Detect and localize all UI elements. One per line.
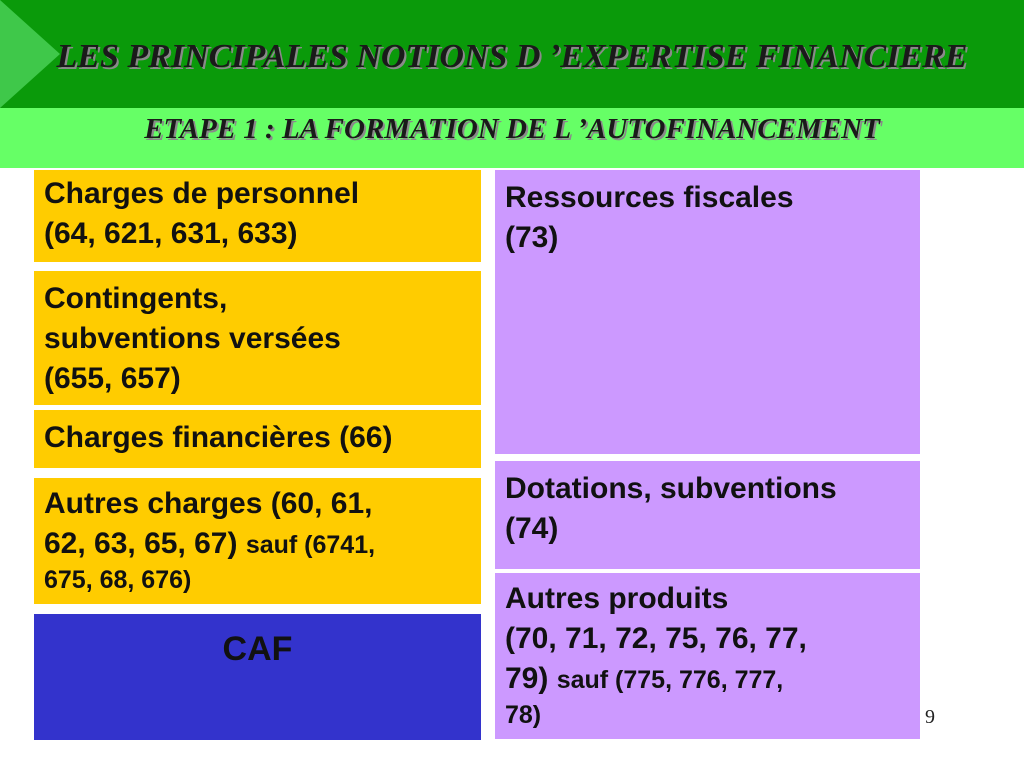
autres-produits-exclusions: 78) (505, 701, 542, 729)
charges-personnel-box (34, 170, 481, 262)
dotations-accounts: (74) (505, 512, 559, 545)
dotations-box (495, 461, 920, 569)
charges-personnel-accounts: (64, 621, 631, 633) (44, 217, 298, 250)
contingents-label: Contingents, (44, 282, 228, 315)
slide-subtitle: ETAPE 1 : LA FORMATION DE L ’AUTOFINANCEMENT (144, 113, 880, 145)
caf-box (34, 614, 481, 740)
autres-produits-box (495, 573, 920, 739)
autres-charges-accounts: 62, 63, 65, 67) (44, 527, 238, 560)
ressources-fiscales-label: Ressources fiscales (505, 181, 794, 214)
autres-produits-sauf: sauf (775, 776, 777, (556, 666, 784, 694)
caf-label: CAF (222, 630, 293, 668)
autres-charges-box (34, 478, 481, 604)
autres-produits-accounts-2: 79) (505, 662, 549, 695)
charges-financieres-box (34, 410, 481, 468)
contingents-label-2: subventions versées (44, 322, 341, 355)
page-number: 9 (925, 706, 935, 728)
autres-produits-label: Autres produits (505, 582, 729, 615)
contingents-accounts: (655, 657) (44, 362, 181, 395)
contingents-box (34, 271, 481, 405)
charges-personnel-label: Charges de personnel (44, 177, 360, 210)
ressources-fiscales-accounts: (73) (505, 221, 559, 254)
ressources-fiscales-box (495, 170, 920, 454)
autres-produits-accounts: (70, 71, 72, 75, 76, 77, (505, 622, 807, 655)
autres-charges-label: Autres charges (60, 61, (44, 487, 373, 520)
slide-title: LES PRINCIPALES NOTIONS D ’EXPERTISE FINANCIERE (56, 38, 968, 75)
charges-financieres-label: Charges financières (66) (44, 421, 393, 454)
autres-charges-sauf: sauf (6741, (245, 531, 376, 559)
dotations-label: Dotations, subventions (505, 472, 837, 505)
autres-charges-exclusions: 675, 68, 676) (44, 566, 192, 594)
